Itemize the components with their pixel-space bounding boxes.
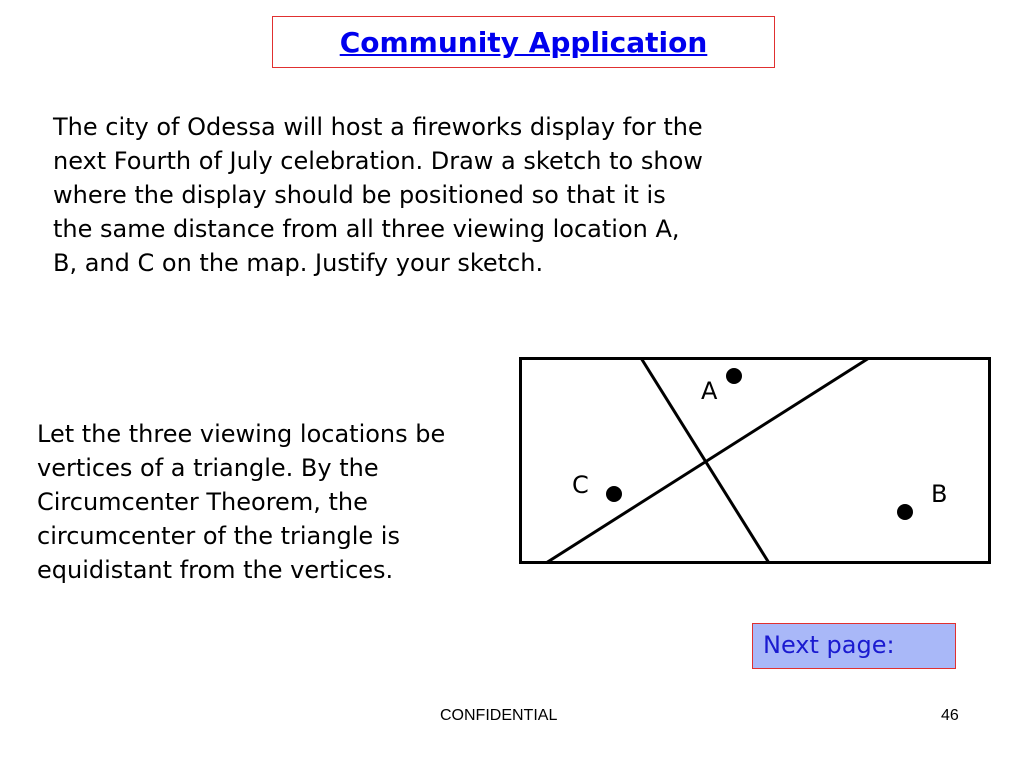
page-number: 46 xyxy=(941,707,959,724)
location-c-point xyxy=(606,486,622,502)
title-box xyxy=(272,16,775,68)
map-border xyxy=(521,359,990,563)
location-a-point xyxy=(726,368,742,384)
next-page-button[interactable]: Next page: xyxy=(752,623,956,669)
slide-title-link[interactable]: Community Application xyxy=(339,25,708,59)
location-b-point xyxy=(897,504,913,520)
footer-confidential: CONFIDENTIAL xyxy=(440,707,558,724)
viewing-locations-map xyxy=(519,357,991,564)
location-c-label: C xyxy=(572,471,589,499)
solution-explanation: Let the three viewing locations be vertices of a triangle. By the Circumcenter Theorem, the circumcenter of the triangle is equidistant from the vertices. xyxy=(37,420,446,584)
location-a-label: A xyxy=(701,377,718,405)
location-b-label: B xyxy=(931,480,948,508)
problem-statement: The city of Odessa will host a fireworks display for the next Fourth of July celebration. Draw a sketch to show where the display should be positioned so that it is the same distance from all three viewing location A, B, and C on the map. Justify your sketch. xyxy=(53,113,703,277)
